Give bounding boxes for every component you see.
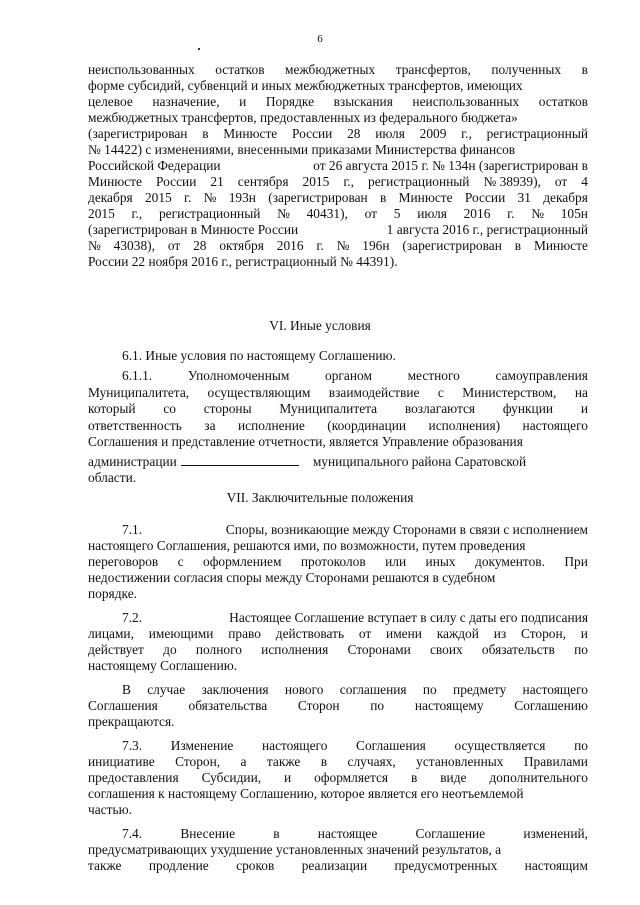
text-line bbox=[88, 626, 588, 642]
word: неиспользованных bbox=[88, 62, 195, 77]
word: и bbox=[580, 626, 588, 641]
word: остатков bbox=[538, 94, 588, 109]
text-line bbox=[88, 126, 588, 142]
text-line bbox=[88, 538, 588, 554]
word: настоящим bbox=[524, 858, 588, 873]
word: самоуправления bbox=[495, 368, 588, 383]
text-line bbox=[122, 610, 588, 626]
word: полученных bbox=[491, 62, 562, 77]
admin-word: администрации bbox=[88, 454, 177, 469]
text-line bbox=[88, 254, 588, 270]
word: а bbox=[240, 754, 247, 769]
page-number: 6 bbox=[317, 33, 323, 45]
word: в bbox=[320, 754, 328, 769]
word: (зарегистрирован bbox=[268, 190, 368, 205]
word: органом bbox=[325, 368, 372, 383]
word: 2016 bbox=[276, 238, 304, 253]
word: (зарегистрирован bbox=[88, 126, 188, 141]
word: переговоров bbox=[88, 554, 159, 569]
word: г. bbox=[316, 238, 324, 253]
word: из bbox=[493, 626, 507, 641]
word: октября bbox=[219, 238, 264, 253]
word: Правилами bbox=[523, 754, 588, 769]
word: со bbox=[163, 401, 176, 416]
word: за bbox=[204, 418, 216, 433]
word: Минюсте bbox=[398, 190, 453, 205]
word: по bbox=[370, 698, 385, 713]
word: 28 bbox=[347, 126, 361, 141]
word: от bbox=[167, 238, 181, 253]
text-line bbox=[88, 858, 588, 874]
word: каждой bbox=[436, 626, 479, 641]
text-line bbox=[88, 770, 588, 786]
word: исполнения bbox=[261, 642, 329, 657]
word: предусматривающих ухудшение установленных значений результатов, а bbox=[88, 842, 502, 857]
word: полного bbox=[195, 642, 242, 657]
word: 6.1.1. bbox=[122, 368, 153, 383]
word: Муниципалитета, bbox=[88, 385, 190, 400]
word: межбюджетных bbox=[285, 62, 376, 77]
word: 31 bbox=[517, 190, 531, 205]
text-line bbox=[88, 222, 588, 238]
word: взаимодействие bbox=[328, 385, 420, 400]
word: регистрационный bbox=[368, 174, 470, 189]
word: в bbox=[581, 62, 588, 77]
word: осуществляющим bbox=[207, 385, 311, 400]
word: случаях, bbox=[347, 754, 396, 769]
word: № bbox=[277, 206, 290, 221]
word: исполнения) bbox=[428, 418, 501, 433]
word: Сторон, bbox=[175, 754, 221, 769]
word: в bbox=[380, 190, 387, 205]
word: также bbox=[88, 858, 122, 873]
word: заключения bbox=[201, 682, 269, 697]
word: который bbox=[88, 401, 136, 416]
word: В bbox=[122, 682, 131, 697]
word: сентября bbox=[237, 174, 289, 189]
word: № bbox=[336, 238, 350, 253]
word: Соглашения и представление отчетности, является Управление образования bbox=[88, 434, 523, 449]
word: (координации bbox=[327, 418, 407, 433]
word: 2015 bbox=[144, 190, 172, 205]
word: июля bbox=[375, 126, 405, 141]
word: и bbox=[284, 770, 292, 785]
word: Порядке bbox=[265, 94, 315, 109]
word: с bbox=[437, 385, 444, 400]
word: виде bbox=[440, 770, 467, 785]
word: лицами, bbox=[88, 626, 134, 641]
word: до bbox=[163, 642, 177, 657]
word: 4 bbox=[581, 174, 588, 189]
word: Изменение bbox=[170, 738, 234, 753]
word: Внесение bbox=[180, 826, 236, 841]
region-line bbox=[88, 470, 588, 486]
word: частью. bbox=[88, 802, 132, 817]
word: регистрационный bbox=[486, 126, 588, 141]
text-line bbox=[88, 786, 588, 802]
text-line bbox=[88, 94, 588, 110]
word: целевое bbox=[88, 94, 133, 109]
text-line bbox=[88, 142, 588, 158]
text-line bbox=[88, 642, 588, 658]
word: от bbox=[358, 626, 372, 641]
word: право bbox=[228, 626, 261, 641]
word: 2015 bbox=[88, 206, 115, 221]
word: осуществляется bbox=[454, 738, 546, 753]
word: соглашения к настоящему Соглашению, которое является его неотъемлемой bbox=[88, 786, 524, 801]
word: 28 bbox=[193, 238, 207, 253]
word: 21 bbox=[210, 174, 224, 189]
word: остатков bbox=[215, 62, 265, 77]
word: № bbox=[88, 238, 101, 253]
word: инициативе bbox=[88, 754, 155, 769]
text-line bbox=[88, 418, 588, 434]
word: г. bbox=[507, 206, 515, 221]
text-line bbox=[88, 554, 588, 570]
word: 2009 bbox=[419, 126, 447, 141]
word: порядке. bbox=[88, 586, 137, 601]
word: функции bbox=[502, 401, 554, 416]
word: Минюсте bbox=[88, 174, 142, 189]
word: настоящему bbox=[414, 698, 484, 713]
word: 193н bbox=[228, 190, 256, 205]
word: Соглашения bbox=[356, 738, 426, 753]
word: Настоящее Соглашение вступает в силу с даты его подписания bbox=[229, 610, 588, 625]
section-6-heading: VI. Иные условия bbox=[269, 318, 371, 333]
word: 2015 bbox=[302, 174, 330, 189]
word: Соглашения bbox=[88, 698, 158, 713]
word: г., bbox=[343, 174, 355, 189]
word: 2016 bbox=[463, 206, 491, 221]
text-line bbox=[88, 158, 588, 174]
word: изменений, bbox=[523, 826, 588, 841]
word: реализации bbox=[301, 858, 368, 873]
text-line bbox=[88, 570, 588, 586]
word: г., bbox=[131, 206, 143, 221]
word: или bbox=[385, 554, 407, 569]
word: в bbox=[514, 238, 522, 253]
word: 5 bbox=[393, 206, 401, 221]
word: 7.3. bbox=[122, 738, 143, 753]
word: Муниципалитета bbox=[279, 401, 378, 416]
word: неиспользованных bbox=[412, 94, 520, 109]
word: также bbox=[266, 754, 301, 769]
word: Соглашение bbox=[415, 826, 486, 841]
text-line bbox=[88, 174, 588, 190]
word: установленных bbox=[416, 754, 504, 769]
word: стороны bbox=[203, 401, 252, 416]
text-line bbox=[122, 738, 588, 754]
text-line bbox=[122, 522, 588, 538]
word: и bbox=[580, 401, 588, 416]
word: Министерством, bbox=[462, 385, 557, 400]
word: Споры, возникающие между Сторонами в связи с исполнением bbox=[225, 522, 588, 537]
word: При bbox=[564, 554, 588, 569]
clause-6-1-text: 6.1. Иные условия по настоящему Соглашению. bbox=[122, 348, 396, 363]
word: имени bbox=[386, 626, 422, 641]
text-line bbox=[122, 826, 588, 842]
word: России bbox=[291, 126, 333, 141]
clause-6-1 bbox=[122, 348, 588, 364]
word: случае bbox=[147, 682, 186, 697]
word: документов. bbox=[475, 554, 545, 569]
text-line bbox=[88, 110, 588, 126]
word: регистрационный bbox=[158, 206, 261, 221]
word: 105н bbox=[560, 206, 588, 221]
word: иных bbox=[425, 554, 456, 569]
word: в bbox=[273, 826, 280, 841]
word: своих bbox=[429, 642, 463, 657]
text-line bbox=[88, 698, 588, 714]
word: и bbox=[239, 94, 247, 109]
word: оформляется bbox=[314, 770, 389, 785]
word: Уполномоченным bbox=[187, 368, 290, 383]
word: настоящего Соглашения, решаются ими, по возможности, путем проведения bbox=[88, 538, 526, 553]
scan-dot bbox=[198, 48, 200, 50]
admin-line bbox=[88, 454, 588, 470]
word: обязательства bbox=[188, 698, 268, 713]
district-text: муниципального района Саратовской bbox=[312, 454, 527, 469]
word: ответственность bbox=[88, 418, 182, 433]
word: возлагаются bbox=[404, 401, 476, 416]
word: сроков bbox=[236, 858, 275, 873]
word: настоящему Соглашению. bbox=[88, 658, 238, 673]
word: 196н bbox=[362, 238, 390, 253]
word: действовать bbox=[275, 626, 345, 641]
text-line bbox=[88, 385, 588, 401]
word: (зарегистрирован bbox=[402, 238, 502, 253]
word: Сторонами bbox=[347, 642, 411, 657]
word: 43038), bbox=[113, 238, 155, 253]
word: настоящего bbox=[522, 418, 588, 433]
word: оформлением bbox=[203, 554, 282, 569]
word: межбюджетных трансфертов, предоставленных из федерального бюджета» bbox=[88, 110, 518, 125]
word: 40431), bbox=[306, 206, 348, 221]
word: обязательств bbox=[481, 642, 555, 657]
word: № bbox=[531, 206, 544, 221]
word: имеющими bbox=[148, 626, 214, 641]
word: от bbox=[364, 206, 378, 221]
word: исполнение bbox=[237, 418, 305, 433]
word: с bbox=[177, 554, 184, 569]
text-line bbox=[88, 754, 588, 770]
word: России 22 ноября 2016 г., регистрационный № 44391). bbox=[88, 254, 398, 269]
text-line bbox=[88, 714, 588, 730]
word: действует bbox=[88, 642, 144, 657]
text-line bbox=[88, 434, 588, 450]
word: Соглашению bbox=[514, 698, 588, 713]
word: настоящего bbox=[261, 738, 328, 753]
text-line bbox=[88, 842, 588, 858]
word: прекращаются. bbox=[88, 714, 175, 729]
word: (зарегистрирован в Минюсте России bbox=[88, 222, 299, 237]
word: трансфертов, bbox=[395, 62, 471, 77]
word: в bbox=[410, 770, 418, 785]
word: на bbox=[574, 385, 588, 400]
word: 1 августа 2016 г., регистрационный bbox=[386, 222, 588, 237]
text-line bbox=[88, 658, 588, 674]
word: продление bbox=[148, 858, 209, 873]
word: протоколов bbox=[300, 554, 366, 569]
word: № 14422) с изменениями, внесенными приказами Министерства финансов bbox=[88, 142, 516, 157]
word: предусмотренных bbox=[394, 858, 498, 873]
word: Минюсте bbox=[533, 238, 588, 253]
word: Сторон bbox=[297, 698, 340, 713]
word: нового bbox=[284, 682, 324, 697]
word: 7.1. bbox=[122, 522, 143, 537]
word: Сторон, bbox=[520, 626, 566, 641]
word: № bbox=[203, 190, 217, 205]
word: настоящего bbox=[522, 682, 588, 697]
word: настоящее bbox=[317, 826, 378, 841]
word: № 38939), bbox=[483, 174, 541, 189]
blank-underline bbox=[181, 454, 299, 466]
word: по bbox=[574, 738, 588, 753]
text-line bbox=[88, 401, 588, 417]
word: по bbox=[422, 682, 437, 697]
word: июля bbox=[417, 206, 447, 221]
word: России bbox=[156, 174, 197, 189]
word: в bbox=[202, 126, 209, 141]
word: дополнительного bbox=[489, 770, 588, 785]
word: 7.4. bbox=[122, 826, 143, 841]
word: назначение, bbox=[152, 94, 220, 109]
text-line bbox=[88, 190, 588, 206]
text-line bbox=[88, 586, 588, 602]
word: предмету bbox=[453, 682, 507, 697]
word: местного bbox=[407, 368, 460, 383]
text-line bbox=[122, 682, 588, 698]
word: соглашения bbox=[339, 682, 407, 697]
word: декабря bbox=[543, 190, 588, 205]
word: форме субсидий, субвенций и иных межбюджетных трансфертов, имеющих bbox=[88, 78, 523, 93]
text-line bbox=[88, 238, 588, 254]
word: взыскания bbox=[333, 94, 393, 109]
word: предоставления bbox=[88, 770, 179, 785]
word: от 26 августа 2015 г. № 134н (зарегистрирован в bbox=[313, 158, 588, 173]
word: 7.2. bbox=[122, 610, 143, 625]
word: г. bbox=[184, 190, 192, 205]
word: г., bbox=[461, 126, 472, 141]
text-line bbox=[88, 78, 588, 94]
word: Субсидии, bbox=[201, 770, 262, 785]
word: недостижении согласия споры между Сторонами решаются в судебном bbox=[88, 570, 496, 585]
text-line bbox=[122, 368, 588, 384]
text-line bbox=[88, 62, 588, 78]
word: России bbox=[464, 190, 506, 205]
word: от bbox=[554, 174, 568, 189]
word: декабря bbox=[88, 190, 133, 205]
section-7-heading: VII. Заключительные положения bbox=[226, 490, 414, 505]
word: Российской Федерации bbox=[88, 158, 221, 173]
text-line bbox=[88, 802, 588, 818]
word: Минюсте bbox=[223, 126, 278, 141]
region-text: области. bbox=[88, 470, 137, 485]
word: по bbox=[574, 642, 588, 657]
text-line bbox=[88, 206, 588, 222]
